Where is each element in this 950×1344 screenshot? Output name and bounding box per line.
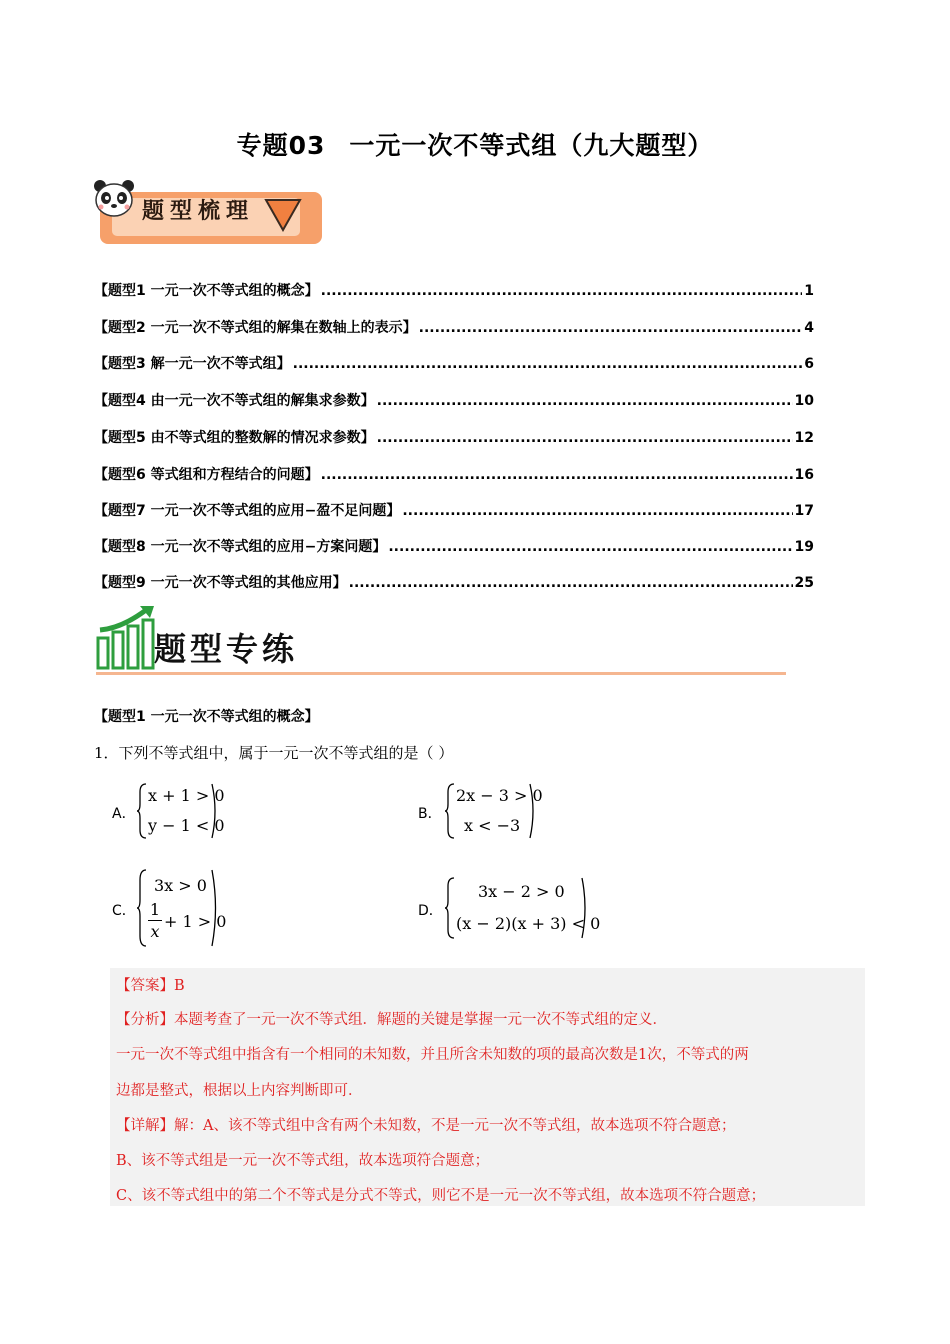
divider <box>96 672 786 675</box>
toc-entry-8[interactable]: 【题型8 一元一次不等式组的应用−方案问题】 ..... 19 <box>94 536 814 556</box>
growth-chart-icon <box>96 604 158 670</box>
toc-banner <box>92 178 327 246</box>
banner-label: 题型梳理 <box>142 198 255 224</box>
definition-line-1: 一元一次不等式组中指含有一个相同的未知数，并且所含未知数的项的最高次数是1次，不等式的两 <box>116 1047 749 1063</box>
toc-entry-2[interactable]: 【题型2 一元一次不等式组的解集在数轴上的表示】 ..... 4 <box>94 317 814 337</box>
toc-entry-3[interactable]: 【题型3 解一元一次不等式组】 ..... 6 <box>94 353 814 373</box>
detail-line-c: C、该不等式组中的第二个不等式是分式不等式，则它不是一元一次不等式组，故本选项不符合题意； <box>116 1188 766 1204</box>
section-heading: 【题型1 一元一次不等式组的概念】 <box>94 709 319 725</box>
practice-header <box>96 604 796 678</box>
page-title <box>0 126 950 162</box>
toc-entry-1[interactable]: 【题型1 一元一次不等式组的概念】 ..... 1 <box>94 280 814 300</box>
toc-entry-9[interactable]: 【题型9 一元一次不等式组的其他应用】 ..... 25 <box>94 572 814 592</box>
question-1 <box>94 742 453 763</box>
option-a-label[interactable]: A． <box>112 806 136 822</box>
triangle-down-icon <box>264 198 302 232</box>
title-prefix: 专题03 <box>236 131 326 160</box>
panda-icon <box>92 178 136 222</box>
toc-entry-7[interactable]: 【题型7 一元一次不等式组的应用−盈不足问题】 ..... 17 <box>94 500 814 520</box>
question-text: 下列不等式组中，属于一元一次不等式组的是（ ） <box>118 744 454 762</box>
detail-line-a: 【详解】解：A、该不等式组中含有两个未知数，不是一元一次不等式组，故本选项不符合题意； <box>116 1118 736 1134</box>
answer-block <box>110 968 865 1206</box>
detail-line-b: B、该不等式组是一元一次不等式组，故本选项符合题意； <box>116 1153 490 1169</box>
analysis-line: 【分析】本题考查了一元一次不等式组．解题的关键是掌握一元一次不等式组的定义． <box>116 1012 667 1028</box>
brace-d <box>444 876 456 940</box>
brace-b <box>444 782 456 840</box>
fraction-denominator: x <box>150 922 160 941</box>
option-d-label[interactable]: D． <box>418 903 443 919</box>
option-c-label[interactable]: C． <box>112 903 136 919</box>
definition-line-2: 边都是整式，根据以上内容判断即可． <box>116 1083 363 1099</box>
option-b-label[interactable]: B． <box>418 806 442 822</box>
question-number: 1． <box>94 744 119 762</box>
brace-a <box>136 782 148 840</box>
answer-line: 【答案】B <box>116 978 185 994</box>
practice-label: 题型专练 <box>154 630 299 668</box>
fraction-bar <box>148 920 162 921</box>
fraction-numerator: 1 <box>149 900 161 919</box>
brace-c <box>136 868 148 948</box>
toc-entry-6[interactable]: 【题型6 等式组和方程结合的问题】 ..... 16 <box>94 464 814 484</box>
title-main: 一元一次不等式组（九大题型） <box>349 131 714 160</box>
toc-entry-5[interactable]: 【题型5 由不等式组的整数解的情况求参数】 ..... 12 <box>94 427 814 447</box>
toc-entry-4[interactable]: 【题型4 由一元一次不等式组的解集求参数】 ..... 10 <box>94 390 814 410</box>
